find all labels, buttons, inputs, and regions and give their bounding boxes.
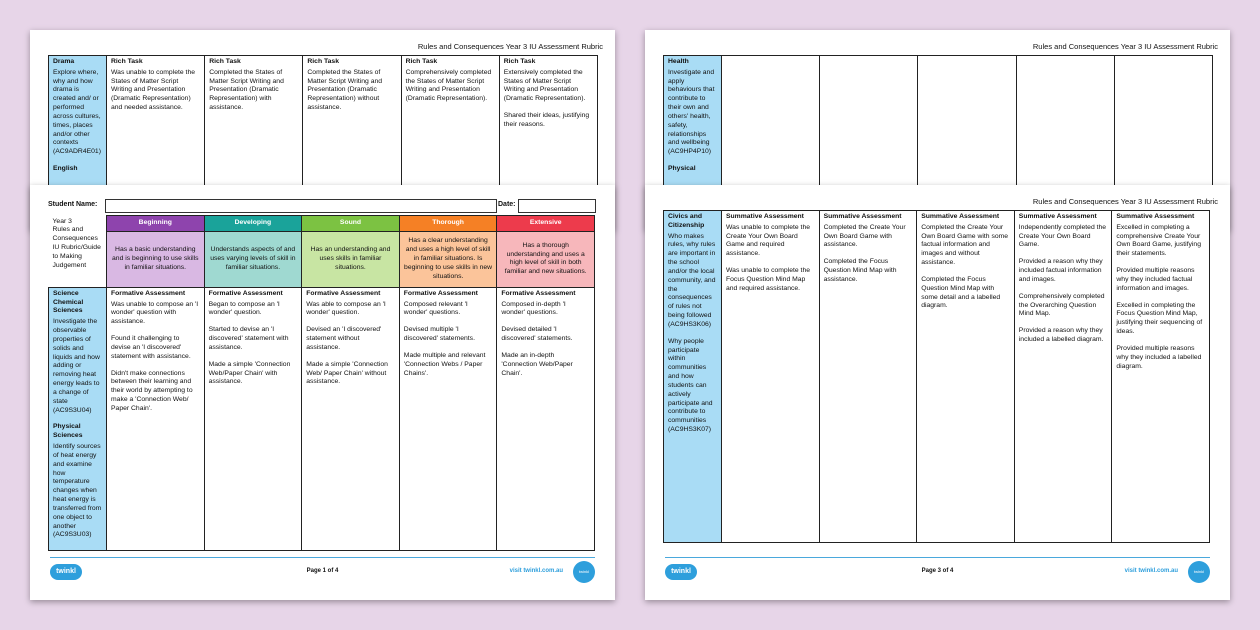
page-footer: [50, 557, 595, 586]
cell-para: Made a simple 'Connection Web/ Paper Chain' without assistance.: [306, 360, 388, 386]
cell-para: Didn't make connections between their learning and their world by attempting to make a 'Connection Web/ Paper Chain'.: [111, 369, 193, 412]
chemical-sciences-text: Investigate the observable properties of solids and liquids and how adding or removing heat energy leads to a change of state (AC9S3U04): [53, 318, 100, 414]
civics-cell-thorough: [1014, 211, 1112, 543]
visit-link[interactable]: visit twinkl.com.au: [509, 568, 563, 574]
civics-cell-beginning: [722, 211, 820, 543]
year-intro-cell: Year 3 Rules and Consequences IU Rubric/Guide to Making Judgement: [49, 216, 107, 288]
science-rubric-table: [48, 215, 595, 551]
cell-para: Provided multiple reasons why they included factual information and images.: [1116, 267, 1195, 292]
cell-title: Summative Assessment: [1116, 213, 1195, 220]
cell-title: Summative Assessment: [823, 213, 902, 220]
cell-para: Completed the Create Your Own Board Game with assistance.: [823, 223, 906, 249]
cell-title: Rich Task: [503, 58, 536, 65]
page-header-title: Rules and Consequences Year 3 IU Assessment Rubric: [417, 42, 603, 51]
physical-heading: Physical: [668, 165, 696, 173]
cell-title: Rich Task: [209, 58, 241, 65]
cell-para: Found it challenging to devise an 'I discovered' statement with assistance.: [111, 335, 191, 360]
cell-para: Completed the Focus Question Mind Map with some detail and a labelled diagram.: [921, 275, 1001, 310]
civics-para: Why people participate within communities and how students can actively participate and contribute to communities (AC9HS3K07): [668, 337, 713, 434]
twinkl-logo: twinkl: [665, 564, 697, 580]
cell-para: Composed relevant 'I wonder' questions.: [403, 300, 468, 317]
cell-para: Provided a reason why they included factual information and images.: [1018, 258, 1103, 283]
page-footer: [665, 557, 1210, 586]
cell-para: Composed in-depth 'I wonder' questions.: [501, 300, 566, 317]
student-name-field[interactable]: [105, 199, 497, 213]
cell-para: Excelled in completing the Focus Question Mind Map, justifying their sequencing of ideas.: [1116, 301, 1203, 336]
cell-para: Independently completed the Create Your Own Board Game.: [1018, 223, 1107, 249]
cell-para: Excelled in completing a comprehensive Create Your Own Board Game, justifying their statements.: [1116, 223, 1201, 258]
cell-para: Was unable to complete the Focus Question Mind Map and required assistance.: [726, 267, 811, 292]
science-cell-developing: [204, 287, 302, 550]
english-heading: English: [53, 165, 78, 173]
twinkl-logo: twinkl: [50, 564, 82, 580]
page-number: Page 1 of 4: [306, 568, 339, 574]
science-cell-thorough: [399, 287, 497, 550]
drama-heading: Drama: [53, 58, 75, 65]
science-cell-sound: [302, 287, 400, 550]
physical-sciences-text: Identify sources of heat energy and examine how temperature changes when heat energy is transferred from one object to another (AC9S3U03): [53, 443, 102, 539]
civics-cell-extensive: [1112, 211, 1210, 543]
front-page-left: [30, 185, 615, 600]
twinkl-badge-icon: twinkl: [1188, 561, 1210, 583]
cell-para: Made a simple 'Connection Web/Paper Chain' with assistance.: [208, 360, 291, 386]
student-name-label: Student Name:: [48, 201, 98, 208]
cell-text: Comprehensively completed the States of Matter Script Writing and Presentation (Dramatic Representation).: [405, 68, 492, 103]
cell-text: Completed the States of Matter Script Writing and Presentation (Dramatic Representation) with assistance.: [209, 68, 284, 112]
cell-para: Was unable to complete the Create Your Own Board Game and required assistance.: [726, 223, 811, 258]
cell-para: Made an in-depth 'Connection Web/Paper Chain'.: [501, 351, 573, 377]
cell-title: Formative Assessment: [111, 289, 186, 297]
cell-para: Provided a reason why they included a labelled diagram.: [1018, 327, 1104, 344]
cell-para: Provided multiple reasons why they included a labelled diagram.: [1116, 344, 1202, 370]
cell-title: Formative Assessment: [208, 289, 283, 297]
level-sound: Sound: [302, 216, 400, 232]
cell-para: Was unable to compose an 'I wonder' question with assistance.: [111, 300, 199, 326]
science-side-cell: [49, 287, 107, 550]
front-page-right: [645, 185, 1230, 600]
page-header-title: Rules and Consequences Year 3 IU Assessment Rubric: [1032, 42, 1218, 51]
page-header-title: Rules and Consequences Year 3 IU Assessment Rubric: [1032, 197, 1218, 206]
cell-para: Devised detailed 'I discovered' statements.: [501, 326, 573, 343]
cell-para: Comprehensively completed the Overarching Question Mind Map.: [1018, 292, 1105, 318]
twinkl-badge-icon: twinkl: [573, 561, 595, 583]
cell-title: Summative Assessment: [726, 213, 804, 220]
cell-text-2: Shared their ideas, justifying their reasons.: [503, 112, 590, 128]
civics-heading: Civics and Citizenship: [668, 213, 705, 229]
cell-title: Rich Task: [111, 58, 143, 65]
date-label: Date:: [498, 201, 516, 208]
drama-descriptor: Explore where, why and how drama is created and/ or performed across cultures, times, places and/or other contexts (AC9ADR4E01): [53, 68, 101, 156]
cell-para: Started to devise an 'I discovered' statement with assistance.: [208, 326, 289, 351]
civics-para: Who makes rules, why rules are important in the school and/or the local community, and the consequences of rules not being followed (AC9HS3K06): [668, 232, 716, 328]
physical-sciences-heading: Physical Sciences: [53, 423, 83, 440]
cell-title: Formative Assessment: [306, 289, 381, 297]
cell-para: Devised multiple 'I discovered' statements.: [403, 326, 475, 343]
cell-para: Was able to compose an 'I wonder' question.: [306, 300, 386, 317]
visit-link[interactable]: visit twinkl.com.au: [1124, 568, 1178, 574]
cell-para: Completed the Focus Question Mind Map with assistance.: [823, 258, 897, 283]
level-desc-sound: Has an understanding and uses skills in familiar situations.: [302, 231, 400, 287]
level-thorough: Thorough: [399, 216, 497, 232]
cell-title: Rich Task: [307, 58, 339, 65]
cell-para: Devised an 'I discovered' statement without assistance.: [306, 326, 382, 351]
cell-para: Completed the Create Your Own Board Game with some factual information and images and without assistance.: [921, 223, 1009, 267]
chemical-sciences-heading: Science Chemical Sciences: [53, 289, 84, 315]
level-beginning: Beginning: [107, 216, 205, 232]
cell-title: Rich Task: [405, 58, 438, 65]
date-field[interactable]: [518, 199, 596, 213]
level-desc-thorough: Has a clear understanding and uses a high level of skill in familiar situations. Is beginning to use skills in new situations.: [399, 231, 497, 287]
health-descriptor: Investigate and apply behaviours that contribute to their own and others' health, safety, relationships and wellbeing (AC9HP4P10): [668, 68, 715, 156]
science-cell-beginning: [107, 287, 205, 550]
civics-cell-developing: [819, 211, 917, 543]
cell-title: Summative Assessment: [921, 213, 1000, 220]
cell-text: Was unable to complete the States of Matter Script Writing and Presentation (Dramatic Representation) and needed assistance.: [111, 68, 196, 112]
civics-side-cell: [664, 211, 722, 543]
page-number: Page 3 of 4: [921, 568, 954, 574]
level-desc-beginning: Has a basic understanding and is beginning to use skills in familiar situations.: [107, 231, 205, 287]
civics-cell-sound: [917, 211, 1015, 543]
level-extensive: Extensive: [497, 216, 595, 232]
cell-title: Formative Assessment: [501, 289, 576, 297]
level-desc-developing: Understands aspects of and uses varying levels of skill in familiar situations.: [204, 231, 302, 287]
cell-text: Extensively completed the States of Matter Script Writing and Presentation (Dramatic Representation).: [503, 68, 586, 103]
cell-text: Completed the States of Matter Script Writing and Presentation (Dramatic Representation) without assistance.: [307, 68, 383, 112]
cell-title: Formative Assessment: [403, 289, 478, 297]
level-developing: Developing: [204, 216, 302, 232]
cell-para: Began to compose an 'I wonder' question.: [208, 300, 280, 317]
level-desc-extensive: Has a thorough understanding and uses a high level of skill in both familiar and new situations.: [497, 231, 595, 287]
health-heading: Health: [668, 58, 689, 65]
science-cell-extensive: [497, 287, 595, 550]
cell-title: Summative Assessment: [1018, 213, 1097, 220]
civics-rubric-table: [663, 210, 1210, 543]
cell-para: Made multiple and relevant 'Connection Webs / Paper Chains'.: [403, 351, 486, 377]
